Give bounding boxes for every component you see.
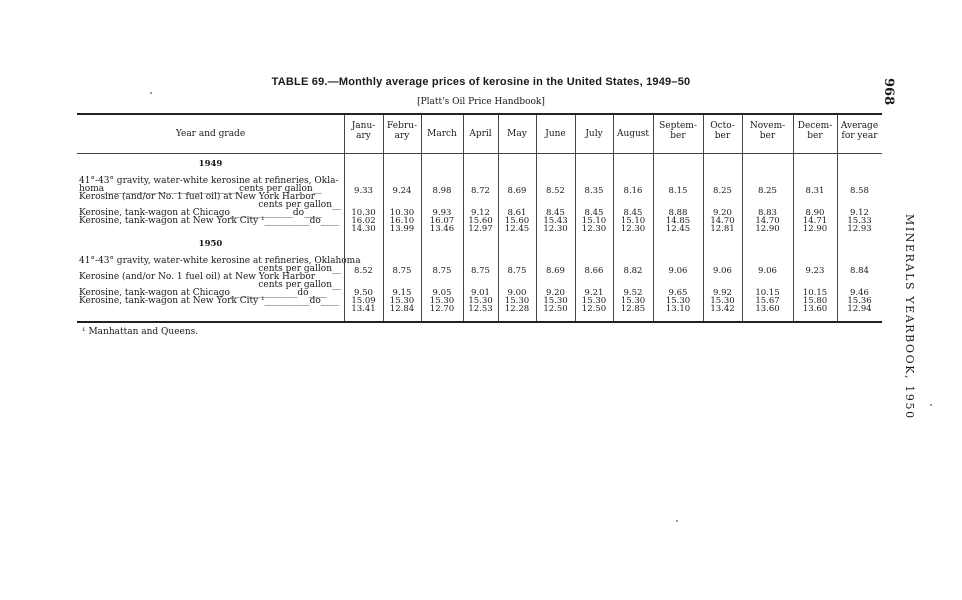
speck xyxy=(150,92,152,94)
table-cell: 8.66 xyxy=(584,266,604,276)
row-label-line: homa______________________________cents per gallon__ xyxy=(79,184,322,194)
table-cell: 9.23 xyxy=(805,266,825,276)
table-cell: 14.70 xyxy=(755,216,780,226)
table-cell: 12.28 xyxy=(504,304,530,314)
data-table xyxy=(77,113,882,323)
table-cell: 9.12 xyxy=(850,208,869,218)
table-cell: 12.30 xyxy=(581,224,607,234)
table-cell: 8.61 xyxy=(507,208,527,218)
table-cell: 9.06 xyxy=(668,266,688,276)
table-cell: 9.20 xyxy=(713,208,732,218)
table-cell: 9.50 xyxy=(354,288,373,298)
table-cell: 9.33 xyxy=(354,186,373,196)
table-cell: 8.72 xyxy=(471,186,490,196)
table-title: TABLE 69.—Monthly average prices of kerosine in the United States, 1949–50 xyxy=(271,76,691,88)
table-cell: 8.88 xyxy=(668,208,688,218)
table-cell: 12.70 xyxy=(429,304,455,314)
table-cell: 12.50 xyxy=(581,304,607,314)
table-cell: 15.30 xyxy=(543,296,568,306)
table-cell: 8.75 xyxy=(471,266,490,276)
table-cell: 8.98 xyxy=(432,186,452,196)
table-cell: 15.67 xyxy=(755,296,780,306)
table-subtitle: [Platt's Oil Price Handbook] xyxy=(417,97,545,107)
table-cell: 12.30 xyxy=(543,224,568,234)
table-cell: 8.25 xyxy=(713,186,732,196)
table-cell: 8.31 xyxy=(805,186,825,196)
row-label-line: cents per gallon__ xyxy=(258,280,341,290)
table-cell: 10.15 xyxy=(802,288,828,298)
page-number: 968 xyxy=(881,78,896,106)
table-cell: 14.30 xyxy=(351,224,376,234)
table-cell: 8.45 xyxy=(623,208,643,218)
table-cell: 16.10 xyxy=(389,216,415,226)
table-cell: 12.30 xyxy=(620,224,646,234)
table-cell: 15.10 xyxy=(581,216,607,226)
table-cell: 8.52 xyxy=(546,186,565,196)
row-label-line: 41°-43° gravity, water-white kerosine at refineries, Oklahoma xyxy=(79,256,361,266)
footnote: ¹ Manhattan and Queens. xyxy=(82,327,199,337)
table-cell: 13.42 xyxy=(710,304,735,314)
table-cell: 12.53 xyxy=(468,304,493,314)
table-cell: 9.46 xyxy=(850,288,869,298)
table-cell: 12.81 xyxy=(710,224,735,234)
column-header: August xyxy=(616,129,650,139)
row-label-line: Kerosine, tank-wagon at New York City ¹__________do____ xyxy=(79,296,339,306)
table-cell: 8.58 xyxy=(850,186,869,196)
table-cell: 8.83 xyxy=(758,208,777,218)
table-cell: 13.46 xyxy=(429,224,455,234)
table-cell: 9.15 xyxy=(392,288,412,298)
column-header: July xyxy=(585,129,603,139)
table-cell: 9.00 xyxy=(507,288,527,298)
speck xyxy=(676,520,678,522)
table-cell: 8.75 xyxy=(392,266,412,276)
table-cell: 8.45 xyxy=(546,208,565,218)
table-cell: 9.52 xyxy=(623,288,643,298)
table-cell: 12.45 xyxy=(504,224,530,234)
table-cell: 9.93 xyxy=(432,208,452,218)
table-cell: 8.84 xyxy=(850,266,869,276)
column-header: March xyxy=(427,129,457,139)
table-cell: 13.99 xyxy=(389,224,415,234)
table-cell: 15.30 xyxy=(620,296,646,306)
table-cell: 15.36 xyxy=(847,296,872,306)
table-cell: 9.05 xyxy=(432,288,452,298)
table-cell: 10.15 xyxy=(755,288,780,298)
table-cell: 15.30 xyxy=(504,296,530,306)
table-cell: 10.30 xyxy=(389,208,415,218)
table-cell: 9.92 xyxy=(713,288,732,298)
table-cell: 8.90 xyxy=(805,208,825,218)
table-cell: 12.84 xyxy=(389,304,415,314)
table-cell: 9.06 xyxy=(758,266,777,276)
row-label-line: cents per gallon__ xyxy=(258,200,341,210)
row-label-line: Kerosine (and/or No. 1 fuel oil) at New York Harbor xyxy=(79,192,316,202)
table-cell: 15.10 xyxy=(620,216,646,226)
table-cell: 15.30 xyxy=(665,296,691,306)
table-cell: 10.30 xyxy=(351,208,376,218)
table-cell: 15.60 xyxy=(504,216,530,226)
row-label-line: Kerosine, tank-wagon at Chicago______________do____ xyxy=(79,208,323,218)
table-cell: 8.45 xyxy=(584,208,604,218)
table-cell: 16.02 xyxy=(351,216,376,226)
row-label-line: Kerosine, tank-wagon at New York City ¹__________do____ xyxy=(79,216,339,226)
table-cell: 8.15 xyxy=(668,186,688,196)
table-cell: 15.43 xyxy=(543,216,568,226)
column-header: Janu- ary xyxy=(351,121,376,141)
row-label-line: Kerosine, tank-wagon at Chicago_______________do____ xyxy=(79,288,327,298)
table-cell: 12.45 xyxy=(665,224,691,234)
column-header: Septem- ber xyxy=(659,121,697,141)
column-header: June xyxy=(545,129,566,139)
table-cell: 12.93 xyxy=(847,224,872,234)
table-cell: 15.60 xyxy=(468,216,493,226)
table-cell: 9.06 xyxy=(713,266,732,276)
column-header: Novem- ber xyxy=(749,121,786,141)
table-cell: 8.69 xyxy=(507,186,527,196)
table-cell: 8.52 xyxy=(354,266,373,276)
table-cell: 12.90 xyxy=(755,224,780,234)
table-cell: 13.41 xyxy=(351,304,376,314)
table-cell: 8.35 xyxy=(584,186,604,196)
table-cell: 15.30 xyxy=(468,296,493,306)
table-cell: 9.12 xyxy=(471,208,490,218)
section-year-1949: 1949 xyxy=(198,159,223,169)
table-cell: 9.24 xyxy=(392,186,412,196)
table-cell: 12.90 xyxy=(802,224,828,234)
table-cell: 8.75 xyxy=(432,266,452,276)
table-cell: 9.20 xyxy=(546,288,565,298)
table-cell: 14.85 xyxy=(665,216,691,226)
table-cell: 9.21 xyxy=(584,288,604,298)
stub-header: Year and grade xyxy=(175,129,246,139)
table-cell: 13.60 xyxy=(802,304,828,314)
column-header: Octo- ber xyxy=(710,121,735,141)
table-cell: 16.07 xyxy=(429,216,455,226)
column-header: May xyxy=(507,129,527,139)
table-cell: 15.30 xyxy=(429,296,455,306)
speck xyxy=(930,404,932,406)
table-cell: 15.09 xyxy=(351,296,376,306)
table-cell: 13.60 xyxy=(755,304,780,314)
table-cell: 8.69 xyxy=(546,266,565,276)
table-cell: 9.65 xyxy=(668,288,688,298)
table-cell: 12.85 xyxy=(620,304,646,314)
table-cell: 12.94 xyxy=(847,304,872,314)
table-cell: 8.75 xyxy=(507,266,527,276)
table-cell: 15.30 xyxy=(581,296,607,306)
table-cell: 14.71 xyxy=(802,216,828,226)
table-cell: 15.33 xyxy=(847,216,872,226)
header-rule xyxy=(77,153,882,154)
table-cell: 15.30 xyxy=(389,296,415,306)
section-year-1950: 1950 xyxy=(198,239,223,249)
running-head: MINERALS YEARBOOK, 1950 xyxy=(903,214,916,420)
table-cell: 9.01 xyxy=(471,288,490,298)
row-label-line: cents per gallon__ xyxy=(258,264,341,274)
column-header: Average for year xyxy=(840,121,879,141)
table-cell: 12.50 xyxy=(543,304,568,314)
table-cell: 8.82 xyxy=(623,266,643,276)
table-cell: 8.25 xyxy=(758,186,777,196)
row-label-line: 41°-43° gravity, water-white kerosine at refineries, Okla- xyxy=(79,176,339,186)
table-cell: 15.80 xyxy=(802,296,828,306)
table-cell: 8.16 xyxy=(623,186,643,196)
table-cell: 13.10 xyxy=(665,304,691,314)
table-cell: 14.70 xyxy=(710,216,735,226)
column-header: Febru- ary xyxy=(387,121,417,141)
column-header: Decem- ber xyxy=(797,121,833,141)
table-cell: 12.97 xyxy=(468,224,493,234)
row-label-line: Kerosine (and/or No. 1 fuel oil) at New York Harbor xyxy=(79,272,316,282)
column-header: April xyxy=(469,129,492,139)
table-cell: 15.30 xyxy=(710,296,735,306)
